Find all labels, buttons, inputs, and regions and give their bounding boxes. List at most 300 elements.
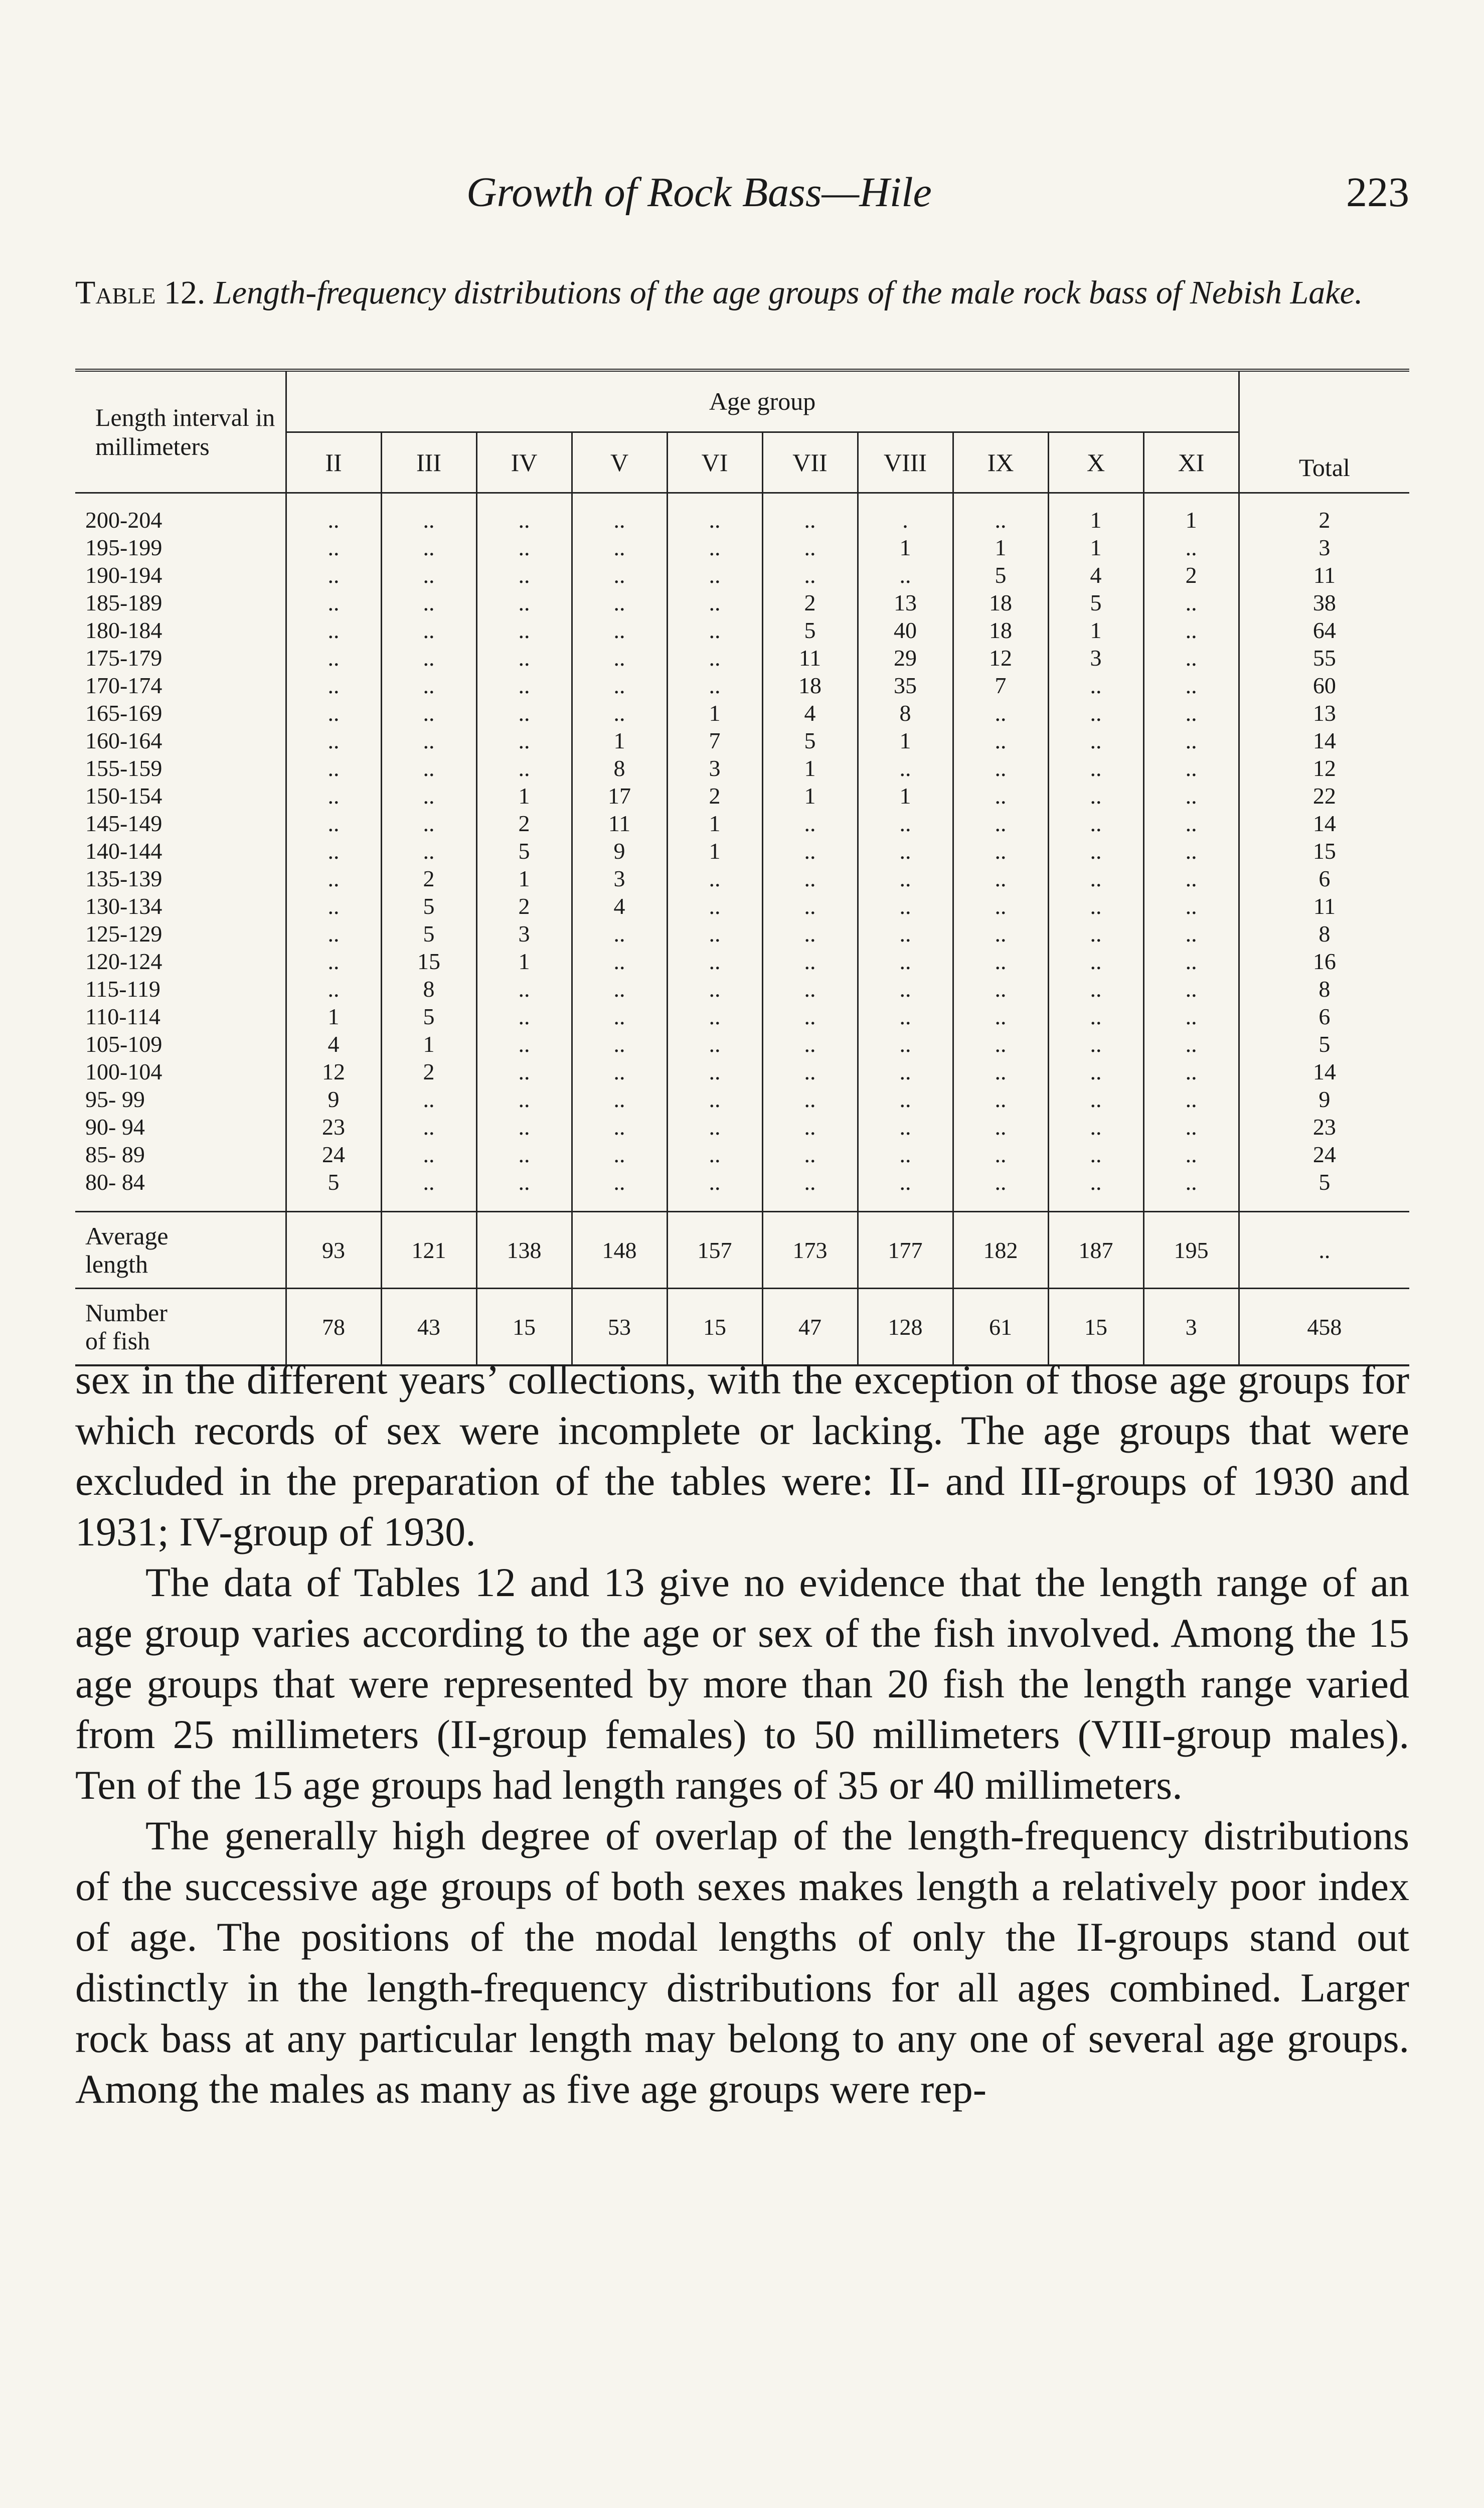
frequency-cell: 29 bbox=[858, 644, 953, 672]
frequency-cell: 2 bbox=[381, 1058, 476, 1085]
frequency-cell: .. bbox=[381, 727, 476, 754]
frequency-cell: .. bbox=[572, 672, 667, 699]
frequency-cell: .. bbox=[476, 616, 572, 644]
frequency-cell: .. bbox=[953, 1141, 1048, 1168]
frequency-cell: .. bbox=[476, 534, 572, 561]
frequency-cell: .. bbox=[1048, 1058, 1143, 1085]
table-row bbox=[75, 892, 1409, 920]
frequency-cell: 5 bbox=[762, 616, 858, 644]
frequency-cell: .. bbox=[953, 920, 1048, 948]
frequency-cell: .. bbox=[762, 1113, 858, 1141]
table-caption-label: Table 12. bbox=[75, 274, 206, 311]
total-cell: 14 bbox=[1239, 1058, 1409, 1085]
age-group-header: Age group bbox=[286, 370, 1239, 432]
table-row bbox=[75, 1058, 1409, 1085]
frequency-cell: 1 bbox=[1048, 493, 1143, 534]
frequency-cell: 2 bbox=[667, 782, 762, 810]
frequency-cell: .. bbox=[762, 1085, 858, 1113]
average-length-cell: 157 bbox=[667, 1212, 762, 1289]
frequency-cell: .. bbox=[286, 754, 381, 782]
frequency-cell: .. bbox=[1143, 589, 1239, 616]
frequency-cell: 1 bbox=[762, 754, 858, 782]
number-of-fish-cell: 15 bbox=[476, 1289, 572, 1366]
table-caption-text: Length-frequency distributions of the age groups of the male rock bass of Nebish Lake. bbox=[213, 274, 1363, 311]
average-length-cell: 138 bbox=[476, 1212, 572, 1289]
frequency-cell: 9 bbox=[572, 837, 667, 865]
age-group-col-header: VIII bbox=[858, 432, 953, 493]
frequency-cell: .. bbox=[1143, 754, 1239, 782]
frequency-cell: .. bbox=[1143, 1030, 1239, 1058]
frequency-cell: 4 bbox=[572, 892, 667, 920]
table-row bbox=[75, 1003, 1409, 1030]
frequency-cell: 11 bbox=[762, 644, 858, 672]
frequency-cell: 1 bbox=[1143, 493, 1239, 534]
frequency-cell: 1 bbox=[476, 865, 572, 892]
age-group-col-header: IV bbox=[476, 432, 572, 493]
frequency-cell: .. bbox=[1048, 699, 1143, 727]
frequency-cell: .. bbox=[953, 837, 1048, 865]
frequency-cell: 4 bbox=[1048, 561, 1143, 589]
frequency-cell: .. bbox=[476, 561, 572, 589]
length-interval-cell: 115-119 bbox=[85, 976, 160, 1002]
length-interval-cell: 125-129 bbox=[85, 921, 162, 947]
table-row bbox=[75, 1030, 1409, 1058]
frequency-cell: .. bbox=[667, 493, 762, 534]
total-cell: 64 bbox=[1239, 616, 1409, 644]
total-cell: 55 bbox=[1239, 644, 1409, 672]
frequency-cell: .. bbox=[476, 754, 572, 782]
frequency-cell: .. bbox=[762, 561, 858, 589]
total-cell: 9 bbox=[1239, 1085, 1409, 1113]
frequency-cell: .. bbox=[953, 948, 1048, 975]
frequency-cell: 2 bbox=[762, 589, 858, 616]
frequency-cell: .. bbox=[1143, 616, 1239, 644]
table-row bbox=[75, 837, 1409, 865]
frequency-cell: .. bbox=[1048, 1030, 1143, 1058]
frequency-cell: 2 bbox=[476, 810, 572, 837]
frequency-cell: 12 bbox=[286, 1058, 381, 1085]
frequency-cell: .. bbox=[858, 1030, 953, 1058]
frequency-cell: .. bbox=[381, 616, 476, 644]
frequency-cell: .. bbox=[476, 1003, 572, 1030]
number-of-fish-label bbox=[75, 1289, 286, 1366]
frequency-cell: 12 bbox=[953, 644, 1048, 672]
total-cell: 3 bbox=[1239, 534, 1409, 561]
frequency-cell: .. bbox=[1048, 1141, 1143, 1168]
frequency-cell: .. bbox=[762, 1030, 858, 1058]
frequency-cell: .. bbox=[1048, 865, 1143, 892]
table-row bbox=[75, 616, 1409, 644]
frequency-cell: .. bbox=[667, 920, 762, 948]
frequency-cell: .. bbox=[381, 1085, 476, 1113]
frequency-cell: .. bbox=[953, 782, 1048, 810]
frequency-cell: .. bbox=[953, 892, 1048, 920]
frequency-cell: .. bbox=[762, 948, 858, 975]
frequency-cell: .. bbox=[572, 699, 667, 727]
frequency-cell: .. bbox=[572, 1058, 667, 1085]
table-row bbox=[75, 782, 1409, 810]
frequency-cell: 1 bbox=[858, 782, 953, 810]
page-number: 223 bbox=[1346, 169, 1409, 216]
total-cell: 14 bbox=[1239, 727, 1409, 754]
frequency-cell: 2 bbox=[1143, 561, 1239, 589]
frequency-cell: .. bbox=[667, 1003, 762, 1030]
frequency-cell: 23 bbox=[286, 1113, 381, 1141]
frequency-cell: 8 bbox=[858, 699, 953, 727]
average-length-label bbox=[75, 1212, 286, 1289]
frequency-cell: 1 bbox=[953, 534, 1048, 561]
frequency-cell: .. bbox=[286, 672, 381, 699]
total-cell: 23 bbox=[1239, 1113, 1409, 1141]
total-cell: 22 bbox=[1239, 782, 1409, 810]
total-cell: 2 bbox=[1239, 493, 1409, 534]
frequency-cell: 5 bbox=[762, 727, 858, 754]
frequency-cell: .. bbox=[476, 589, 572, 616]
length-interval-cell: 120-124 bbox=[85, 949, 162, 974]
frequency-cell: .. bbox=[762, 865, 858, 892]
length-interval-cell: 185-189 bbox=[85, 590, 162, 615]
frequency-cell: .. bbox=[858, 1085, 953, 1113]
frequency-cell: .. bbox=[762, 892, 858, 920]
frequency-cell: 1 bbox=[1048, 534, 1143, 561]
frequency-cell: .. bbox=[1143, 699, 1239, 727]
length-interval-cell: 145-149 bbox=[85, 811, 162, 836]
document-page bbox=[75, 0, 1409, 2508]
frequency-cell: .. bbox=[1048, 1113, 1143, 1141]
total-cell: 13 bbox=[1239, 699, 1409, 727]
frequency-cell: .. bbox=[286, 837, 381, 865]
frequency-cell: .. bbox=[572, 948, 667, 975]
frequency-cell: .. bbox=[381, 1113, 476, 1141]
frequency-cell: .. bbox=[1143, 920, 1239, 948]
frequency-cell: .. bbox=[858, 1058, 953, 1085]
average-label-line2: length bbox=[85, 1250, 148, 1278]
frequency-cell: .. bbox=[381, 672, 476, 699]
length-interval-cell: 170-174 bbox=[85, 673, 162, 698]
table-row bbox=[75, 727, 1409, 754]
frequency-cell: 18 bbox=[762, 672, 858, 699]
frequency-cell: .. bbox=[953, 865, 1048, 892]
frequency-cell: .. bbox=[1143, 1058, 1239, 1085]
frequency-cell: .. bbox=[286, 782, 381, 810]
age-group-col-header: II bbox=[286, 432, 381, 493]
frequency-cell: .. bbox=[953, 1168, 1048, 1212]
table-row bbox=[75, 1168, 1409, 1212]
frequency-cell: .. bbox=[476, 1113, 572, 1141]
number-of-fish-cell: 61 bbox=[953, 1289, 1048, 1366]
frequency-cell: 8 bbox=[381, 975, 476, 1003]
number-of-fish-cell: 47 bbox=[762, 1289, 858, 1366]
frequency-cell: .. bbox=[1143, 1168, 1239, 1212]
frequency-cell: .. bbox=[953, 1003, 1048, 1030]
frequency-cell: 5 bbox=[381, 1003, 476, 1030]
frequency-cell: .. bbox=[858, 892, 953, 920]
frequency-cell: .. bbox=[381, 810, 476, 837]
total-cell: 6 bbox=[1239, 865, 1409, 892]
frequency-cell: 3 bbox=[476, 920, 572, 948]
table-row bbox=[75, 1085, 1409, 1113]
frequency-cell: 4 bbox=[762, 699, 858, 727]
frequency-cell: .. bbox=[667, 672, 762, 699]
frequency-cell: .. bbox=[286, 589, 381, 616]
length-interval-cell: 165-169 bbox=[85, 700, 162, 726]
average-length-cell: 177 bbox=[858, 1212, 953, 1289]
frequency-cell: .. bbox=[286, 616, 381, 644]
frequency-cell: .. bbox=[572, 1168, 667, 1212]
frequency-cell: 2 bbox=[381, 865, 476, 892]
frequency-cell: .. bbox=[667, 1141, 762, 1168]
frequency-cell: .. bbox=[858, 1003, 953, 1030]
frequency-cell: .. bbox=[1143, 727, 1239, 754]
frequency-cell: .. bbox=[476, 1030, 572, 1058]
frequency-cell: .. bbox=[1143, 1141, 1239, 1168]
total-cell: 11 bbox=[1239, 561, 1409, 589]
frequency-cell: 40 bbox=[858, 616, 953, 644]
age-group-col-header: III bbox=[381, 432, 476, 493]
length-interval-cell: 85- 89 bbox=[85, 1142, 145, 1167]
average-length-cell: 187 bbox=[1048, 1212, 1143, 1289]
table-row bbox=[75, 534, 1409, 561]
frequency-cell: .. bbox=[476, 1085, 572, 1113]
frequency-cell: .. bbox=[286, 948, 381, 975]
frequency-cell: .. bbox=[286, 975, 381, 1003]
frequency-cell: 24 bbox=[286, 1141, 381, 1168]
frequency-cell: .. bbox=[1143, 865, 1239, 892]
frequency-cell: .. bbox=[1143, 810, 1239, 837]
frequency-cell: 5 bbox=[953, 561, 1048, 589]
frequency-cell: .. bbox=[1048, 948, 1143, 975]
length-interval-cell: 195-199 bbox=[85, 535, 162, 560]
frequency-cell: .. bbox=[1143, 1085, 1239, 1113]
frequency-cell: .. bbox=[953, 699, 1048, 727]
length-interval-cell: 140-144 bbox=[85, 838, 162, 864]
frequency-cell: .. bbox=[286, 865, 381, 892]
length-interval-cell: 110-114 bbox=[85, 1004, 160, 1029]
paragraph-3: The generally high degree of overlap of the length-frequency distributions of the successive age groups of both sexes makes length a relatively poor index of age. The positions of the modal lengths of only the II-groups stand out distinctly in the length-frequency distributions for all ages combined. Larger rock bass at any particular length may belong to any one of several age groups. Among the males as many as five age groups were rep- bbox=[75, 1813, 1409, 2112]
table-row bbox=[75, 948, 1409, 975]
frequency-cell: .. bbox=[667, 1085, 762, 1113]
frequency-cell: .. bbox=[858, 1141, 953, 1168]
age-group-col-header: VI bbox=[667, 432, 762, 493]
frequency-cell: 5 bbox=[286, 1168, 381, 1212]
table-row bbox=[75, 561, 1409, 589]
frequency-cell: 1 bbox=[667, 837, 762, 865]
frequency-cell: .. bbox=[1143, 644, 1239, 672]
age-group-col-header: XI bbox=[1143, 432, 1239, 493]
total-cell: 8 bbox=[1239, 920, 1409, 948]
frequency-cell: .. bbox=[1048, 975, 1143, 1003]
frequency-cell: .. bbox=[381, 561, 476, 589]
frequency-cell: 1 bbox=[476, 782, 572, 810]
total-cell: 24 bbox=[1239, 1141, 1409, 1168]
age-group-col-header: V bbox=[572, 432, 667, 493]
frequency-cell: 1 bbox=[858, 727, 953, 754]
average-length-cell-total: .. bbox=[1239, 1212, 1409, 1289]
average-length-cell: 195 bbox=[1143, 1212, 1239, 1289]
total-cell: 14 bbox=[1239, 810, 1409, 837]
frequency-cell: .. bbox=[572, 1003, 667, 1030]
frequency-cell: .. bbox=[286, 561, 381, 589]
total-cell: 16 bbox=[1239, 948, 1409, 975]
frequency-cell: .. bbox=[1048, 810, 1143, 837]
frequency-cell: .. bbox=[1048, 727, 1143, 754]
frequency-cell: 5 bbox=[1048, 589, 1143, 616]
frequency-cell: .. bbox=[667, 892, 762, 920]
frequency-cell: 2 bbox=[476, 892, 572, 920]
frequency-cell: .. bbox=[667, 948, 762, 975]
average-length-cell: 182 bbox=[953, 1212, 1048, 1289]
length-interval-cell: 200-204 bbox=[85, 507, 162, 533]
frequency-cell: .. bbox=[667, 1113, 762, 1141]
total-cell: 5 bbox=[1239, 1168, 1409, 1212]
number-of-fish-cell: 53 bbox=[572, 1289, 667, 1366]
frequency-cell: .. bbox=[1048, 837, 1143, 865]
frequency-cell: 1 bbox=[667, 810, 762, 837]
frequency-cell: .. bbox=[953, 975, 1048, 1003]
frequency-cell: .. bbox=[1048, 1085, 1143, 1113]
frequency-cell: .. bbox=[953, 754, 1048, 782]
frequency-cell: .. bbox=[858, 975, 953, 1003]
length-interval-cell: 100-104 bbox=[85, 1059, 162, 1084]
frequency-cell: .. bbox=[858, 1113, 953, 1141]
length-interval-cell: 90- 94 bbox=[85, 1114, 145, 1140]
age-group-col-header: VII bbox=[762, 432, 858, 493]
frequency-cell: . bbox=[858, 493, 953, 534]
total-cell: 8 bbox=[1239, 975, 1409, 1003]
frequency-cell: .. bbox=[476, 672, 572, 699]
frequency-cell: .. bbox=[381, 589, 476, 616]
frequency-cell: .. bbox=[953, 810, 1048, 837]
frequency-cell: .. bbox=[1048, 672, 1143, 699]
frequency-cell: 13 bbox=[858, 589, 953, 616]
table-row bbox=[75, 920, 1409, 948]
frequency-cell: .. bbox=[667, 1030, 762, 1058]
frequency-cell: .. bbox=[572, 975, 667, 1003]
frequency-cell: 1 bbox=[1048, 616, 1143, 644]
average-length-cell: 93 bbox=[286, 1212, 381, 1289]
frequency-cell: .. bbox=[476, 727, 572, 754]
frequency-cell: 1 bbox=[858, 534, 953, 561]
frequency-cell: 8 bbox=[572, 754, 667, 782]
frequency-cell: .. bbox=[476, 699, 572, 727]
total-cell: 15 bbox=[1239, 837, 1409, 865]
frequency-cell: .. bbox=[572, 1085, 667, 1113]
frequency-cell: .. bbox=[762, 1003, 858, 1030]
length-interval-cell: 155-159 bbox=[85, 755, 162, 781]
frequency-cell: 18 bbox=[953, 616, 1048, 644]
average-length-cell: 121 bbox=[381, 1212, 476, 1289]
frequency-cell: 5 bbox=[381, 892, 476, 920]
frequency-cell: .. bbox=[762, 1168, 858, 1212]
frequency-cell: .. bbox=[572, 534, 667, 561]
frequency-cell: .. bbox=[1048, 1168, 1143, 1212]
frequency-cell: 3 bbox=[667, 754, 762, 782]
frequency-cell: 1 bbox=[381, 1030, 476, 1058]
running-head bbox=[75, 168, 1409, 228]
frequency-cell: .. bbox=[858, 920, 953, 948]
frequency-cell: .. bbox=[476, 1141, 572, 1168]
frequency-cell: .. bbox=[858, 561, 953, 589]
frequency-cell: 1 bbox=[762, 782, 858, 810]
frequency-cell: .. bbox=[286, 534, 381, 561]
age-group-col-header: X bbox=[1048, 432, 1143, 493]
frequency-cell: .. bbox=[572, 493, 667, 534]
frequency-cell: .. bbox=[381, 534, 476, 561]
frequency-cell: .. bbox=[667, 865, 762, 892]
average-length-cell: 148 bbox=[572, 1212, 667, 1289]
frequency-cell: .. bbox=[762, 837, 858, 865]
frequency-cell: .. bbox=[572, 561, 667, 589]
frequency-cell: .. bbox=[381, 644, 476, 672]
frequency-cell: .. bbox=[1143, 975, 1239, 1003]
frequency-cell: 4 bbox=[286, 1030, 381, 1058]
frequency-cell: .. bbox=[953, 493, 1048, 534]
frequency-cell: .. bbox=[667, 589, 762, 616]
number-label-line1: Number bbox=[85, 1299, 168, 1327]
number-of-fish-cell: 15 bbox=[1048, 1289, 1143, 1366]
frequency-cell: 7 bbox=[667, 727, 762, 754]
frequency-cell: .. bbox=[953, 1113, 1048, 1141]
frequency-cell: 5 bbox=[381, 920, 476, 948]
frequency-cell: 3 bbox=[572, 865, 667, 892]
frequency-cell: .. bbox=[667, 561, 762, 589]
table-caption bbox=[75, 273, 1409, 312]
frequency-cell: .. bbox=[476, 1168, 572, 1212]
frequency-cell: .. bbox=[858, 865, 953, 892]
frequency-cell: .. bbox=[762, 493, 858, 534]
total-cell: 60 bbox=[1239, 672, 1409, 699]
length-interval-cell: 135-139 bbox=[85, 866, 162, 891]
table-row bbox=[75, 589, 1409, 616]
frequency-cell: .. bbox=[1048, 920, 1143, 948]
table-row bbox=[75, 1141, 1409, 1168]
frequency-cell: .. bbox=[667, 975, 762, 1003]
frequency-cell: .. bbox=[1143, 782, 1239, 810]
interval-column-header: Length interval in millimeters bbox=[75, 370, 286, 493]
frequency-cell: 11 bbox=[572, 810, 667, 837]
frequency-cell: .. bbox=[1048, 754, 1143, 782]
frequency-cell: .. bbox=[1048, 1003, 1143, 1030]
frequency-cell: 7 bbox=[953, 672, 1048, 699]
frequency-cell: .. bbox=[1143, 672, 1239, 699]
age-group-col-header: IX bbox=[953, 432, 1048, 493]
frequency-cell: 35 bbox=[858, 672, 953, 699]
table-row bbox=[75, 975, 1409, 1003]
frequency-cell: .. bbox=[667, 534, 762, 561]
paragraph-2: The data of Tables 12 and 13 give no evidence that the length range of an age group varies according to the age or sex of the fish involved. Among the 15 age groups that were represented by more than 20 fish the length range varied from 25 millimeters (II-group females) to 50 millimeters (VIII-group males). Ten of the 15 age groups had length ranges of 35 or 40 millimeters. bbox=[75, 1559, 1409, 1808]
frequency-cell: .. bbox=[667, 616, 762, 644]
frequency-cell: .. bbox=[953, 1085, 1048, 1113]
frequency-cell: .. bbox=[762, 1141, 858, 1168]
length-interval-cell: 160-164 bbox=[85, 728, 162, 753]
frequency-cell: .. bbox=[953, 727, 1048, 754]
number-of-fish-cell-total: 458 bbox=[1239, 1289, 1409, 1366]
average-length-cell: 173 bbox=[762, 1212, 858, 1289]
frequency-cell: .. bbox=[1143, 1113, 1239, 1141]
frequency-cell: .. bbox=[286, 727, 381, 754]
length-frequency-table bbox=[75, 369, 1409, 1366]
length-interval-cell: 180-184 bbox=[85, 617, 162, 643]
number-of-fish-cell: 78 bbox=[286, 1289, 381, 1366]
frequency-cell: .. bbox=[381, 782, 476, 810]
frequency-cell: .. bbox=[858, 1168, 953, 1212]
frequency-cell: .. bbox=[572, 1030, 667, 1058]
total-cell: 12 bbox=[1239, 754, 1409, 782]
frequency-cell: .. bbox=[286, 493, 381, 534]
number-label-line2: of fish bbox=[85, 1327, 150, 1355]
average-label-line1: Average bbox=[85, 1222, 169, 1250]
frequency-cell: .. bbox=[286, 644, 381, 672]
